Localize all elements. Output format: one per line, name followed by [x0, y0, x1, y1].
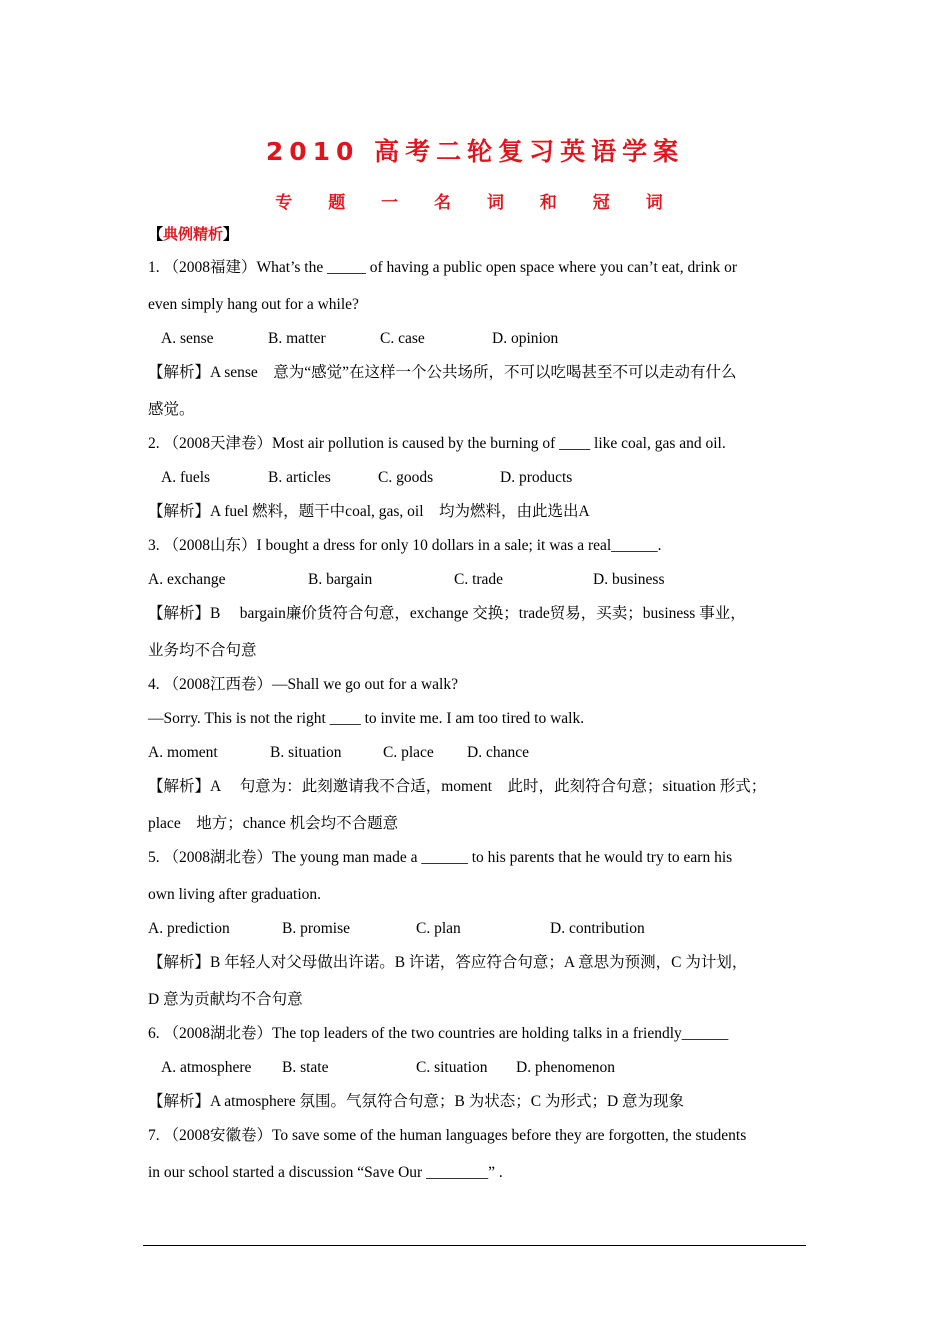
explanation-text: 【解析】A 句意为：此刻邀请我不合适，moment 此时，此刻符合句意；situation 形式；	[148, 778, 767, 795]
option-row	[148, 466, 813, 500]
question-text: 6. （2008湖北卷）The top leaders of the two countries are holding talks in a friendly______	[148, 1025, 729, 1042]
question-text: 4. （2008江西卷）—Shall we go out for a walk?	[148, 676, 458, 693]
question-text: —Sorry. This is not the right ____ to invite me. I am too tired to walk.	[148, 710, 585, 727]
explanation-text: D 意为贡献均不合句意	[148, 991, 303, 1008]
option: A. sense	[161, 330, 214, 347]
option: D. opinion	[492, 330, 559, 347]
explanation-text: 【解析】B 年轻人对父母做出许诺。B 许诺，答应符合句意；A 意思为预测，C 为计划，	[148, 954, 748, 971]
option: D. chance	[467, 744, 529, 761]
footer-divider	[143, 1245, 806, 1246]
explanation-text: 感觉。	[148, 401, 195, 418]
question-text: 5. （2008湖北卷）The young man made a ______ to his parents that he would try to earn his	[148, 849, 733, 866]
document-title: 2010 高考二轮复习英语学案	[265, 137, 685, 166]
explanation-text: 【解析】A sense 意为“感觉”在这样一个公共场所，不可以吃喝甚至不可以走动有什么	[148, 364, 737, 381]
option: B. state	[282, 1059, 329, 1076]
question-text: 1. （2008福建）What’s the _____ of having a public open space where you can’t eat, drink or	[148, 259, 737, 276]
option: C. plan	[416, 920, 461, 937]
option: A. moment	[148, 744, 218, 761]
option: B. promise	[282, 920, 351, 937]
question-text: even simply hang out for a while?	[148, 296, 359, 313]
option-row	[148, 917, 813, 951]
explanation-text: 【解析】B bargain廉价货符合句意，exchange 交换；trade贸易，买卖；business 事业，	[148, 605, 746, 622]
question-text: 2. （2008天津卷）Most air pollution is caused by the burning of ____ like coal, gas and oil.	[148, 435, 726, 452]
option: D. phenomenon	[516, 1059, 616, 1076]
option: A. prediction	[148, 920, 230, 937]
option-row	[148, 568, 813, 602]
option: C. situation	[416, 1059, 488, 1076]
option: B. situation	[270, 744, 342, 761]
explanation-text: 【解析】A atmosphere 氛围。气氛符合句意；B 为状态；C 为形式；D 意为现象	[148, 1093, 685, 1110]
explanation-text: 【解析】A fuel 燃料，题干中coal, gas, oil 均为燃料，由此选出A	[148, 503, 590, 520]
document-subtitle: 专 题 一 名 词 和 冠 词	[275, 193, 675, 213]
option: B. matter	[268, 330, 326, 347]
option: C. case	[380, 330, 425, 347]
option: C. place	[383, 744, 434, 761]
explanation-text: 业务均不合句意	[148, 642, 257, 659]
section-heading: 【典例精析】	[148, 225, 239, 243]
option-row	[148, 1056, 813, 1090]
explanation-text: place 地方；chance 机会均不合题意	[148, 815, 399, 832]
question-text: in our school started a discussion “Save Our ________” .	[148, 1164, 503, 1181]
option-row	[148, 327, 813, 361]
option: A. fuels	[161, 469, 211, 486]
option: B. articles	[268, 469, 331, 486]
option: C. goods	[378, 469, 434, 486]
question-text: 7. （2008安徽卷）To save some of the human languages before they are forgotten, the students	[148, 1127, 747, 1144]
option: A. exchange	[148, 571, 226, 588]
question-text: own living after graduation.	[148, 886, 322, 903]
document-body	[148, 222, 813, 1195]
option: D. products	[500, 469, 573, 486]
option-row	[148, 741, 813, 775]
option: B. bargain	[308, 571, 373, 588]
option: A. atmosphere	[161, 1059, 252, 1076]
question-text: 3. （2008山东）I bought a dress for only 10 dollars in a sale; it was a real______.	[148, 537, 662, 554]
option: D. business	[593, 571, 665, 588]
option: D. contribution	[550, 920, 645, 937]
option: C. trade	[454, 571, 504, 588]
